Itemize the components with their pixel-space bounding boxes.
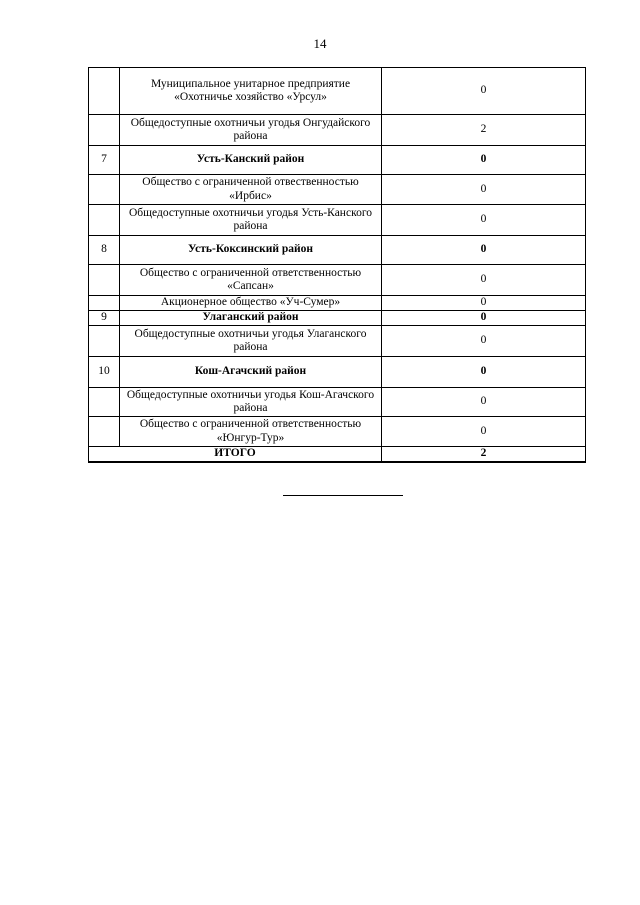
district-name: Улаганский район	[120, 311, 382, 326]
row-name: Общедоступные охотничьи угодья Кош-Агачского района	[120, 388, 382, 417]
total-value: 2	[382, 447, 586, 462]
table-row	[89, 417, 586, 447]
district-name: Усть-Канский район	[120, 146, 382, 175]
row-number	[89, 175, 120, 205]
row-name: Общедоступные охотничьи угодья Улаганского района	[120, 326, 382, 357]
table-row-district	[89, 357, 586, 388]
row-value: 2	[382, 115, 586, 146]
row-number	[89, 326, 120, 357]
row-value: 0	[382, 417, 586, 447]
row-name: Акционерное общество «Уч-Сумер»	[120, 296, 382, 311]
district-number: 10	[89, 357, 120, 388]
row-number	[89, 205, 120, 236]
table-row	[89, 175, 586, 205]
page-number: 14	[313, 36, 327, 51]
district-value: 0	[382, 357, 586, 388]
district-name: Кош-Агачский район	[120, 357, 382, 388]
district-value: 0	[382, 236, 586, 265]
row-name: Общество с ограниченной ответственностью «Юнгур-Тур»	[120, 417, 382, 447]
district-number: 8	[89, 236, 120, 265]
row-name: Общедоступные охотничьи угодья Онгудайского района	[120, 115, 382, 146]
table-row	[89, 68, 586, 115]
row-number	[89, 265, 120, 296]
table-row	[89, 326, 586, 357]
district-value: 0	[382, 311, 586, 326]
table-row	[89, 205, 586, 236]
row-number	[89, 388, 120, 417]
table-row	[89, 265, 586, 296]
table-row	[89, 115, 586, 146]
row-number	[89, 296, 120, 311]
table-row	[89, 388, 586, 417]
hunting-grounds-table	[88, 67, 586, 463]
district-number: 9	[89, 311, 120, 326]
row-value: 0	[382, 326, 586, 357]
row-name: Общедоступные охотничьи угодья Усть-Канского района	[120, 205, 382, 236]
end-divider-line	[283, 495, 403, 496]
table-row-district	[89, 236, 586, 265]
row-name: Общество с ограниченной отвественностью «Ирбис»	[120, 175, 382, 205]
district-name: Усть-Коксинский район	[120, 236, 382, 265]
row-value: 0	[382, 388, 586, 417]
row-value: 0	[382, 68, 586, 115]
table-row	[89, 296, 586, 311]
row-name: Общество с ограниченной ответственностью «Сапсан»	[120, 265, 382, 296]
row-number	[89, 115, 120, 146]
table-row-district	[89, 146, 586, 175]
row-value: 0	[382, 175, 586, 205]
district-value: 0	[382, 146, 586, 175]
table-row-district	[89, 311, 586, 326]
table-row-total	[89, 447, 586, 462]
row-name: Муниципальное унитарное предприятие «Охотничье хозяйство «Урсул»	[120, 68, 382, 115]
district-number: 7	[89, 146, 120, 175]
total-label: ИТОГО	[89, 447, 382, 462]
row-value: 0	[382, 265, 586, 296]
row-number	[89, 417, 120, 447]
row-value: 0	[382, 296, 586, 311]
row-value: 0	[382, 205, 586, 236]
row-number	[89, 68, 120, 115]
